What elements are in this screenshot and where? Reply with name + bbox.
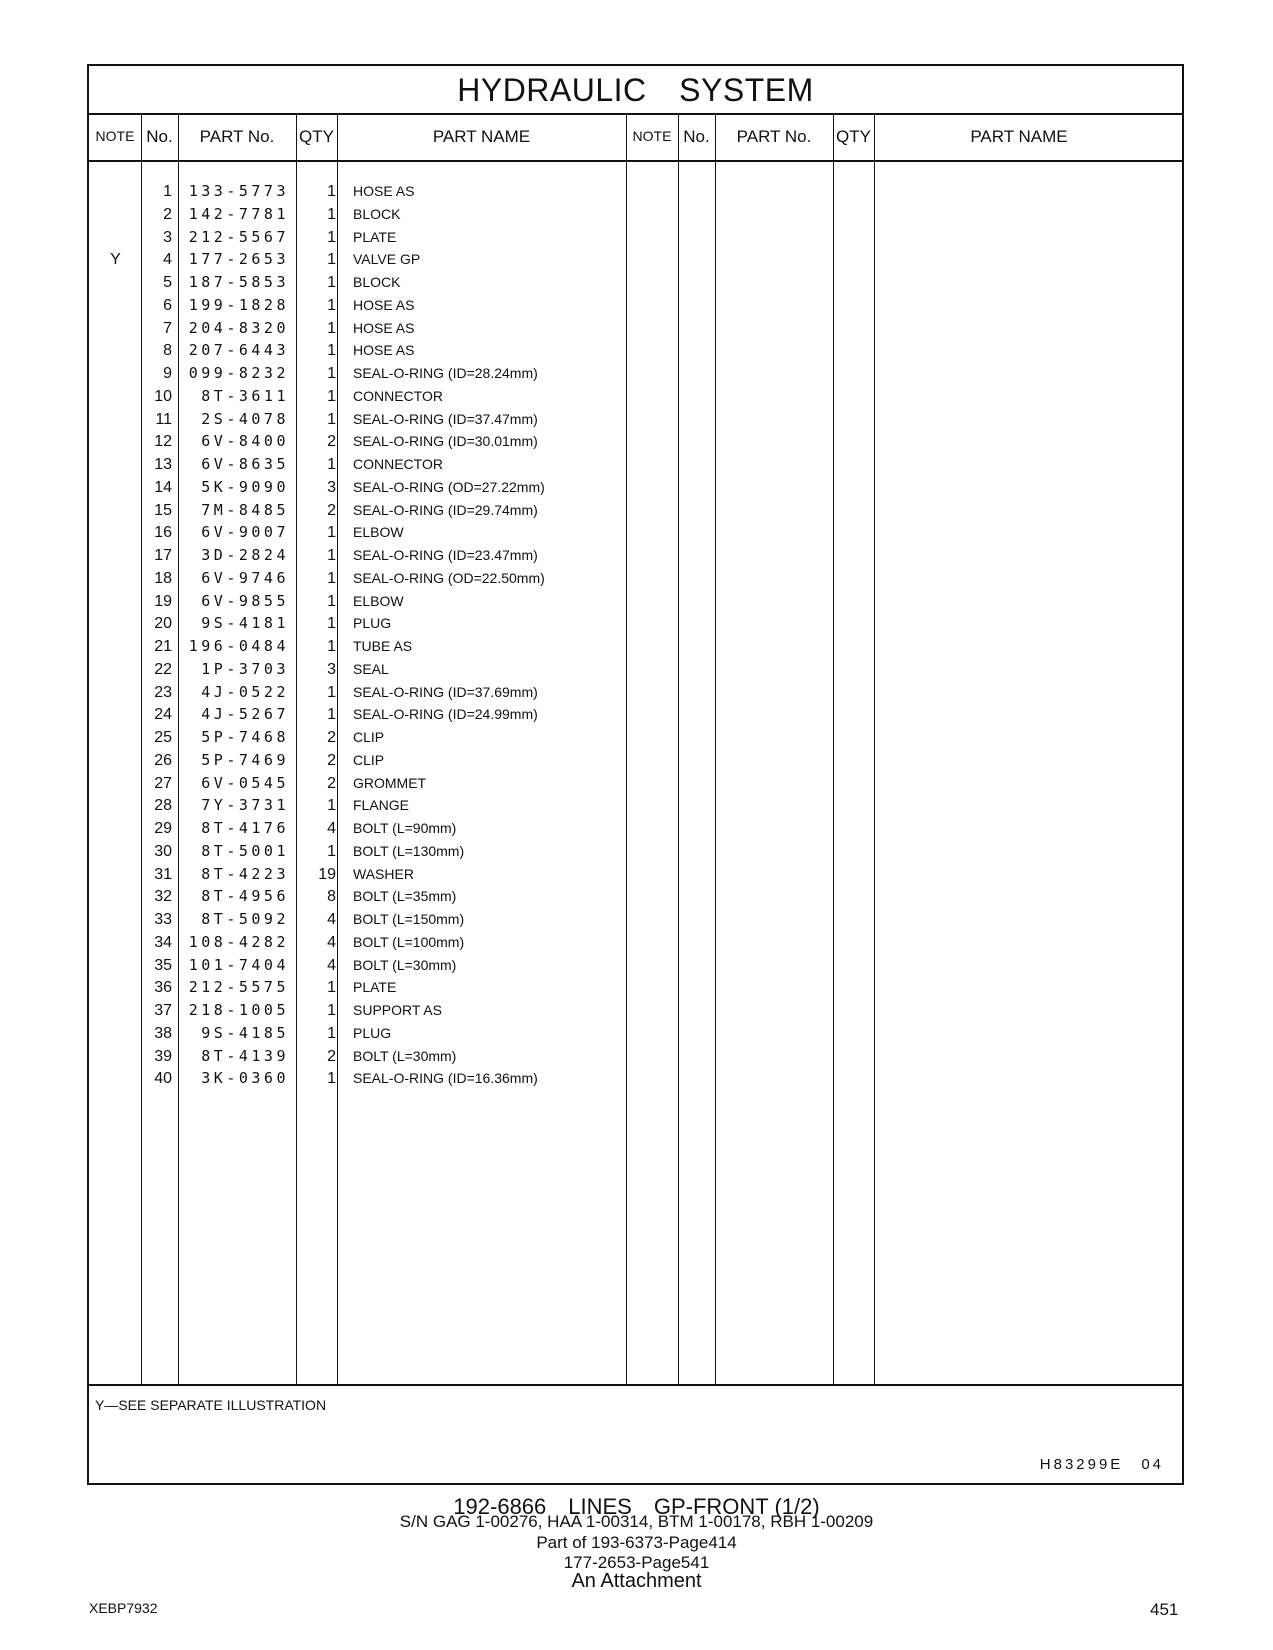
item-number-cell: 4 bbox=[163, 251, 172, 269]
quantity-cell: 2 bbox=[327, 751, 336, 769]
quantity-cell: 1 bbox=[327, 524, 336, 542]
part-number-cell: 2S-4078 bbox=[201, 409, 289, 428]
part-name-cell: BOLT (L=130mm) bbox=[353, 842, 465, 859]
part-number-cell: 108-4282 bbox=[188, 932, 289, 951]
item-number-cell: 9 bbox=[163, 365, 172, 382]
table-row bbox=[89, 294, 1186, 317]
part-number-cell: 6V-8400 bbox=[201, 432, 289, 451]
part-name-cell: PLUG bbox=[353, 1024, 392, 1041]
part-name-cell: SEAL-O-RING (ID=28.24mm) bbox=[353, 365, 538, 381]
part-number-cell: 5K-9090 bbox=[201, 477, 289, 496]
part-name-cell: HOSE AS bbox=[353, 183, 415, 199]
part-name-cell: BOLT (L=30mm) bbox=[353, 956, 457, 973]
part-number-cell: 6V-8635 bbox=[201, 455, 289, 473]
quantity-cell: 1 bbox=[327, 296, 336, 314]
item-number-cell: 25 bbox=[154, 729, 172, 746]
quantity-cell: 1 bbox=[327, 592, 336, 610]
part-number-cell: 187-5853 bbox=[188, 273, 289, 291]
part-name-cell: TUBE AS bbox=[353, 638, 413, 654]
item-number-cell: 23 bbox=[154, 683, 172, 701]
part-name-cell: BOLT (L=150mm) bbox=[353, 911, 465, 927]
part-number-cell: 6V-9007 bbox=[201, 523, 289, 542]
table-row bbox=[89, 499, 1186, 522]
item-number-cell: 35 bbox=[154, 956, 172, 974]
part-number-cell: 8T-3611 bbox=[201, 386, 289, 405]
part-name-cell: SEAL-O-RING (ID=16.36mm) bbox=[353, 1070, 538, 1087]
table-row bbox=[89, 885, 1186, 908]
part-name-cell: SEAL bbox=[353, 660, 389, 677]
part-name-cell: SEAL-O-RING (ID=30.01mm) bbox=[353, 433, 538, 450]
quantity-cell: 8 bbox=[327, 888, 336, 906]
table-row bbox=[89, 476, 1186, 499]
table-row bbox=[89, 226, 1186, 249]
quantity-cell: 1 bbox=[327, 251, 336, 269]
table-row bbox=[89, 590, 1186, 613]
quantity-cell: 1 bbox=[327, 319, 336, 337]
part-name-cell: SEAL-O-RING (ID=37.47mm) bbox=[353, 410, 538, 427]
table-row bbox=[89, 908, 1186, 931]
header-note-right: NOTE bbox=[632, 128, 672, 144]
quantity-cell: 1 bbox=[327, 342, 336, 360]
quantity-cell: 1 bbox=[327, 228, 336, 246]
table-row bbox=[89, 703, 1186, 726]
page-number: 451 bbox=[1150, 1600, 1179, 1619]
part-number-cell: 8T-4176 bbox=[201, 819, 289, 837]
item-number-cell: 32 bbox=[154, 888, 172, 906]
part-number-cell: 4J-5267 bbox=[201, 705, 289, 724]
item-number-cell: 38 bbox=[154, 1024, 172, 1042]
table-row bbox=[89, 749, 1186, 772]
quantity-cell: 1 bbox=[327, 706, 336, 724]
part-number-cell: 9S-4181 bbox=[201, 614, 289, 633]
drawing-number: H83299E 04 bbox=[1039, 1456, 1164, 1473]
item-number-cell: 21 bbox=[154, 638, 172, 655]
quantity-cell: 3 bbox=[327, 660, 336, 678]
part-name-cell: HOSE AS bbox=[353, 319, 415, 336]
item-number-cell: 8 bbox=[163, 342, 172, 360]
table-row bbox=[89, 1045, 1186, 1068]
part-number-cell: 177-2653 bbox=[188, 250, 289, 269]
part-number-cell: 133-5773 bbox=[188, 182, 289, 200]
part-name-cell: SEAL-O-RING (ID=23.47mm) bbox=[353, 547, 538, 563]
item-number-cell: 27 bbox=[154, 774, 172, 792]
part-number-cell: 196-0484 bbox=[188, 637, 289, 655]
item-number-cell: 34 bbox=[154, 933, 172, 951]
table-row bbox=[89, 999, 1186, 1022]
quantity-cell: 4 bbox=[327, 820, 336, 837]
part-number-cell: 204-8320 bbox=[188, 318, 289, 337]
quantity-cell: 4 bbox=[327, 911, 336, 928]
table-row bbox=[89, 544, 1186, 567]
part-number-cell: 3K-0360 bbox=[201, 1069, 289, 1088]
item-number-cell: 15 bbox=[154, 501, 172, 519]
table-row bbox=[89, 317, 1186, 340]
table-row bbox=[89, 567, 1186, 590]
part-name-cell: VALVE GP bbox=[353, 251, 421, 268]
table-row bbox=[89, 430, 1186, 453]
item-number-cell: 24 bbox=[154, 706, 172, 724]
item-number-cell: 22 bbox=[154, 660, 172, 678]
part-name-cell: CONNECTOR bbox=[353, 456, 443, 472]
quantity-cell: 1 bbox=[327, 183, 336, 200]
item-number-cell: 33 bbox=[154, 911, 172, 928]
part-number-cell: 212-5575 bbox=[188, 978, 289, 997]
table-row bbox=[89, 1067, 1186, 1090]
table-row bbox=[89, 681, 1186, 704]
part-number-cell: 099-8232 bbox=[188, 364, 289, 382]
table-row bbox=[89, 658, 1186, 681]
quantity-cell: 1 bbox=[327, 456, 336, 473]
part-number-cell: 6V-9746 bbox=[201, 568, 289, 587]
part-name-cell: BOLT (L=35mm) bbox=[353, 888, 457, 905]
table-row bbox=[89, 954, 1186, 977]
part-name-cell: SUPPORT AS bbox=[353, 1002, 442, 1018]
part-name-cell: SEAL-O-RING (OD=22.50mm) bbox=[353, 569, 545, 586]
item-number-cell: 12 bbox=[154, 433, 172, 451]
item-number-cell: 40 bbox=[154, 1070, 172, 1088]
item-number-cell: 10 bbox=[154, 387, 172, 405]
item-number-cell: 11 bbox=[155, 410, 172, 428]
part-name-cell: PLATE bbox=[353, 979, 397, 996]
quantity-cell: 2 bbox=[327, 501, 336, 519]
table-row bbox=[89, 408, 1186, 431]
item-number-cell: 29 bbox=[154, 820, 172, 837]
part-name-cell: SEAL-O-RING (ID=29.74mm) bbox=[353, 501, 538, 518]
table-row bbox=[89, 453, 1186, 476]
header-note-left: NOTE bbox=[95, 128, 135, 144]
quantity-cell: 1 bbox=[327, 797, 336, 815]
table-row bbox=[89, 976, 1186, 999]
item-number-cell: 26 bbox=[154, 751, 172, 769]
table-row bbox=[89, 385, 1186, 408]
item-number-cell: 39 bbox=[154, 1047, 172, 1065]
table-row bbox=[89, 794, 1186, 817]
part-number-cell: 6V-0545 bbox=[201, 773, 289, 792]
part-name-cell: GROMMET bbox=[353, 774, 427, 791]
quantity-cell: 1 bbox=[327, 387, 336, 405]
part-name-cell: BLOCK bbox=[353, 274, 401, 290]
table-row bbox=[89, 271, 1186, 294]
item-number-cell: 13 bbox=[154, 456, 172, 473]
part-number-cell: 212-5567 bbox=[188, 227, 289, 246]
quantity-cell: 1 bbox=[327, 683, 336, 701]
part-number-cell: 3D-2824 bbox=[201, 546, 289, 564]
table-row bbox=[89, 726, 1186, 749]
part-number-cell: 9S-4185 bbox=[201, 1023, 289, 1042]
part-name-cell: BLOCK bbox=[353, 205, 401, 222]
part-name-cell: WASHER bbox=[353, 865, 414, 882]
part-name-cell: HOSE AS bbox=[353, 296, 415, 313]
item-number-cell: 14 bbox=[154, 478, 172, 496]
header-part-no-left: PART No. bbox=[199, 127, 275, 146]
item-number-cell: 16 bbox=[154, 524, 172, 542]
part-number-cell: 1P-3703 bbox=[201, 659, 289, 678]
part-number-cell: 8T-5092 bbox=[201, 910, 289, 928]
part-number-cell: 8T-4139 bbox=[201, 1046, 289, 1065]
quantity-cell: 3 bbox=[327, 478, 336, 496]
quantity-cell: 1 bbox=[327, 1070, 336, 1088]
part-name-cell: BOLT (L=30mm) bbox=[353, 1047, 457, 1064]
part-name-cell: BOLT (L=90mm) bbox=[353, 820, 457, 836]
caption-reference: 177-2653-Page541 bbox=[563, 1553, 710, 1572]
part-name-cell: ELBOW bbox=[353, 524, 404, 541]
quantity-cell: 4 bbox=[327, 933, 336, 951]
part-number-cell: 142-7781 bbox=[188, 204, 289, 223]
caption-title: 192-6866 LINES GP-FRONT (1/2) bbox=[453, 1494, 820, 1519]
table-row bbox=[89, 180, 1186, 203]
item-number-cell: 1 bbox=[163, 183, 172, 200]
item-number-cell: 18 bbox=[154, 569, 172, 587]
header-qty-left: QTY bbox=[299, 127, 334, 146]
part-number-cell: 8T-5001 bbox=[201, 841, 289, 860]
item-number-cell: 30 bbox=[154, 842, 172, 860]
quantity-cell: 2 bbox=[327, 1047, 336, 1065]
caption-part-of: Part of 193-6373-Page414 bbox=[536, 1533, 737, 1552]
part-name-cell: PLATE bbox=[353, 228, 397, 245]
section-title: HYDRAULIC SYSTEM bbox=[89, 66, 1182, 115]
item-number-cell: 37 bbox=[154, 1002, 172, 1019]
part-number-cell: 5P-7468 bbox=[201, 728, 289, 746]
header-qty-right: QTY bbox=[836, 127, 871, 146]
part-number-cell: 207-6443 bbox=[188, 341, 289, 360]
item-number-cell: 36 bbox=[154, 979, 172, 997]
quantity-cell: 2 bbox=[327, 774, 336, 792]
table-row bbox=[89, 863, 1186, 886]
table-row bbox=[89, 339, 1186, 362]
table-row bbox=[89, 1022, 1186, 1045]
quantity-cell: 1 bbox=[327, 1024, 336, 1042]
table-row bbox=[89, 612, 1186, 635]
item-number-cell: 5 bbox=[163, 274, 172, 291]
quantity-cell: 1 bbox=[327, 615, 336, 633]
table-row bbox=[89, 362, 1186, 385]
parts-list-sheet bbox=[87, 64, 1184, 1485]
quantity-cell: 1 bbox=[327, 569, 336, 587]
part-name-cell: SEAL-O-RING (OD=27.22mm) bbox=[353, 478, 545, 495]
header-no-right: No. bbox=[683, 127, 710, 146]
part-name-cell: SEAL-O-RING (ID=24.99mm) bbox=[353, 706, 538, 723]
part-number-cell: 7M-8485 bbox=[201, 500, 289, 519]
footnote: Y—SEE SEPARATE ILLUSTRATION bbox=[95, 1397, 327, 1413]
table-row bbox=[89, 203, 1186, 226]
part-number-cell: 199-1828 bbox=[188, 295, 289, 314]
table-row bbox=[89, 840, 1186, 863]
table-row bbox=[89, 248, 1186, 271]
quantity-cell: 1 bbox=[327, 842, 336, 860]
header-part-no-right: PART No. bbox=[736, 127, 812, 146]
quantity-cell: 2 bbox=[327, 729, 336, 746]
table-row bbox=[89, 635, 1186, 658]
note-cell: Y bbox=[110, 251, 121, 269]
header-part-name-left: PART NAME bbox=[432, 127, 531, 146]
part-name-cell: SEAL-O-RING (ID=37.69mm) bbox=[353, 683, 538, 700]
item-number-cell: 6 bbox=[163, 296, 172, 314]
part-name-cell: ELBOW bbox=[353, 592, 404, 609]
item-number-cell: 2 bbox=[163, 205, 172, 223]
part-number-cell: 6V-9855 bbox=[201, 591, 289, 610]
document-number: XEBP7932 bbox=[89, 1600, 158, 1616]
part-name-cell: CLIP bbox=[353, 751, 385, 768]
quantity-cell: 1 bbox=[327, 205, 336, 223]
header-part-name-right: PART NAME bbox=[970, 127, 1068, 146]
header-no-left: No. bbox=[146, 127, 173, 146]
part-number-cell: 8T-4223 bbox=[201, 864, 289, 883]
caption-attachment: An Attachment bbox=[571, 1570, 702, 1592]
quantity-cell: 2 bbox=[327, 433, 336, 451]
table-row bbox=[89, 931, 1186, 954]
part-number-cell: 8T-4956 bbox=[201, 887, 289, 906]
item-number-cell: 20 bbox=[154, 615, 172, 633]
item-number-cell: 3 bbox=[163, 228, 172, 246]
part-number-cell: 4J-0522 bbox=[201, 682, 289, 701]
part-name-cell: HOSE AS bbox=[353, 342, 415, 359]
table-bottom-divider bbox=[89, 1384, 1182, 1386]
quantity-cell: 1 bbox=[327, 410, 336, 428]
item-number-cell: 7 bbox=[163, 319, 172, 337]
quantity-cell: 1 bbox=[327, 547, 336, 564]
quantity-cell: 1 bbox=[327, 274, 336, 291]
item-number-cell: 19 bbox=[154, 592, 172, 610]
table-row bbox=[89, 817, 1186, 840]
part-name-cell: FLANGE bbox=[353, 797, 410, 814]
part-number-cell: 218-1005 bbox=[188, 1001, 289, 1019]
part-number-cell: 5P-7469 bbox=[201, 750, 289, 769]
caption-serial-numbers: S/N GAG 1-00276, HAA 1-00314, BTM 1-00178, RBH 1-00209 bbox=[399, 1512, 874, 1531]
quantity-cell: 1 bbox=[327, 1002, 336, 1019]
quantity-cell: 4 bbox=[327, 956, 336, 974]
quantity-cell: 1 bbox=[327, 979, 336, 997]
table-row bbox=[89, 772, 1186, 795]
item-number-cell: 31 bbox=[154, 865, 172, 883]
quantity-cell: 19 bbox=[318, 865, 336, 883]
part-name-cell: PLUG bbox=[353, 615, 392, 632]
item-number-cell: 17 bbox=[154, 547, 172, 564]
part-name-cell: CLIP bbox=[353, 729, 385, 745]
part-number-cell: 7Y-3731 bbox=[201, 796, 289, 815]
part-name-cell: BOLT (L=100mm) bbox=[353, 933, 465, 950]
quantity-cell: 1 bbox=[327, 365, 336, 382]
quantity-cell: 1 bbox=[327, 638, 336, 655]
part-number-cell: 101-7404 bbox=[188, 955, 289, 974]
item-number-cell: 28 bbox=[154, 797, 172, 815]
column-header-row bbox=[89, 113, 1182, 162]
table-row bbox=[89, 521, 1186, 544]
part-name-cell: CONNECTOR bbox=[353, 387, 443, 404]
